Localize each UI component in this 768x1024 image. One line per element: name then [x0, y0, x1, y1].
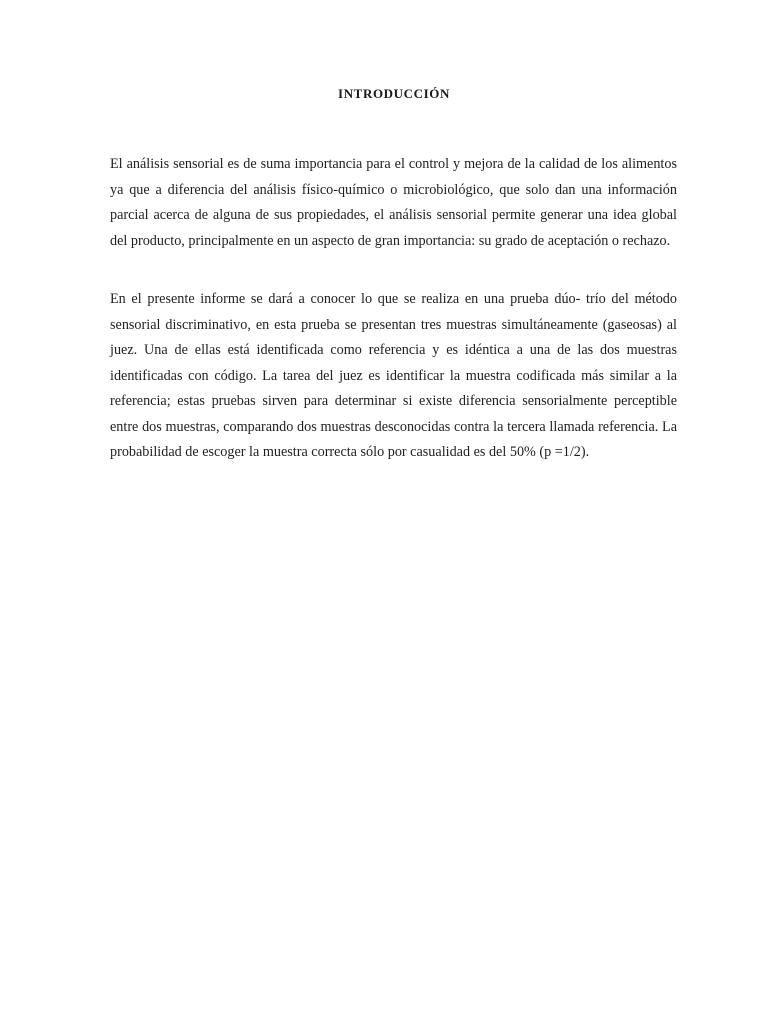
paragraph-1: El análisis sensorial es de suma importancia para el control y mejora de la calidad de los alimentos ya que a diferencia del análisis físico-químico o microbiológico, que solo dan una información parcial acerca de alguna de sus propiedades, el análisis sensorial permite generar una idea global del producto, principalmente en un aspecto de gran importancia: su grado de aceptación o rechazo.	[110, 156, 677, 249]
paragraph-2: En el presente informe se dará a conocer lo que se realiza en una prueba dúo- trío del método sensorial discriminativo, en esta prueba se presentan tres muestras simultáneamente (gaseosas) al juez. Una de ellas está identificada como referencia y es idéntica a una de las dos muestras identificadas con código. La tarea del juez es identificar la muestra codificada más similar a la referencia; estas pruebas sirven para determinar si existe diferencia sensorialmente perceptible entre dos muestras, comparando dos muestras desconocidas contra la tercera llamada referencia. La probabilidad de escoger la muestra correcta sólo por casualidad es del 50% (p =1/2).	[110, 291, 677, 460]
page-title: INTRODUCCIÓN	[338, 86, 450, 101]
